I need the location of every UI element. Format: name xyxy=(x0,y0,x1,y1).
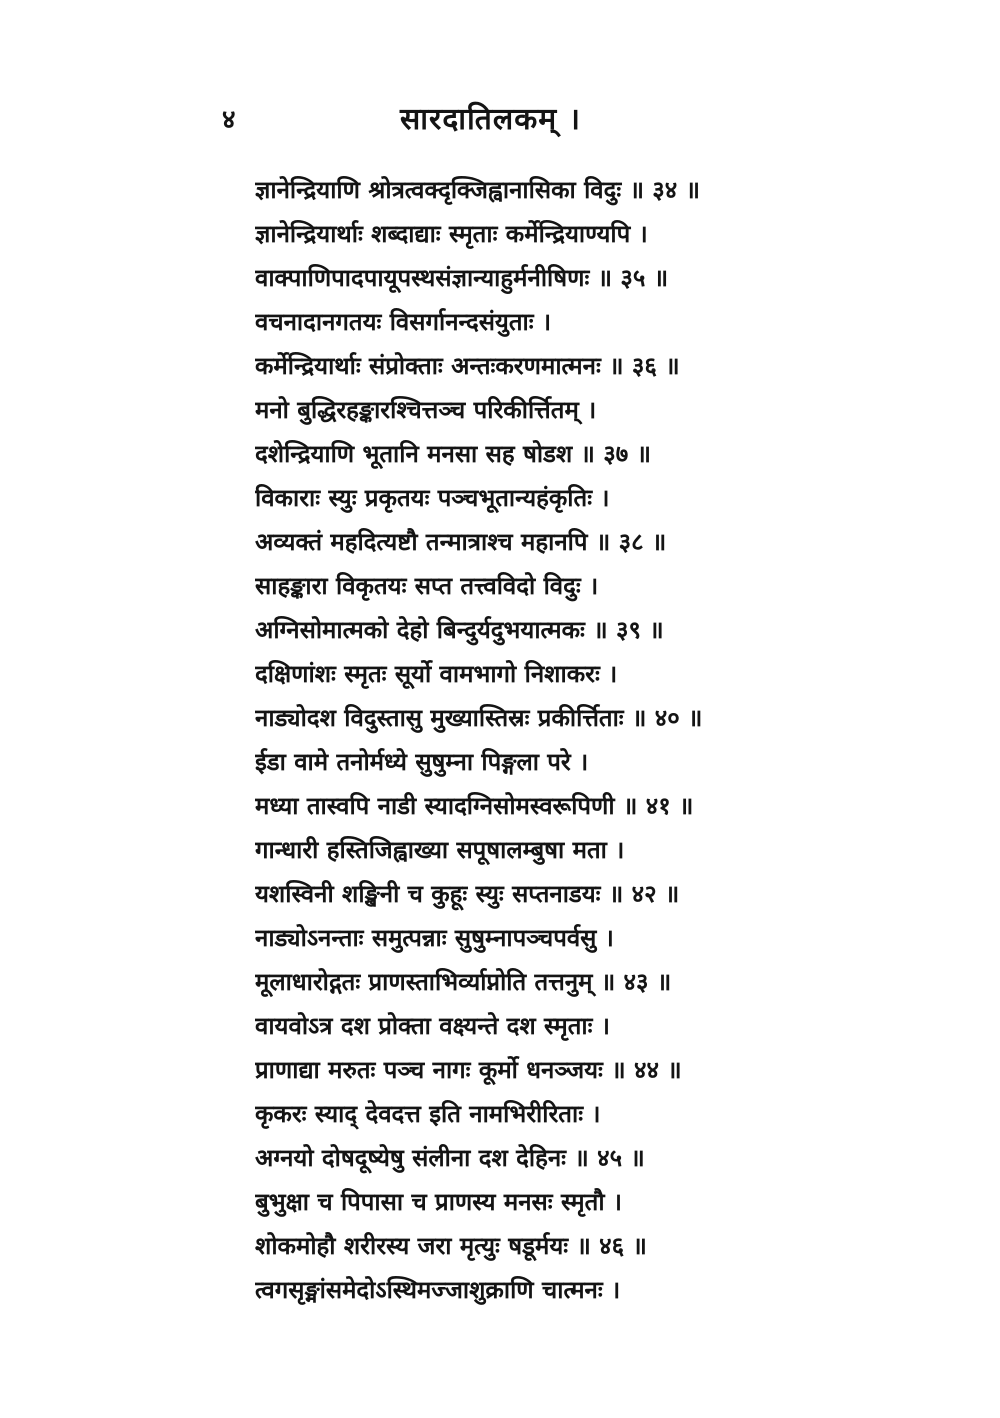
verse-line: दक्षिणांशः स्मृतः सूर्यो वामभागो निशाकरः । xyxy=(255,660,618,688)
verse-line: बुभुक्षा च पिपासा च प्राणस्य मनसः स्मृतौ । xyxy=(255,1188,623,1216)
verse-line: प्राणाद्या मरुतः पञ्च नागः कूर्मो धनञ्जयः ॥ ४४ ॥ xyxy=(255,1056,682,1084)
verse-line: ईडा वामे तनोर्मध्ये सुषुम्ना पिङ्गला परे । xyxy=(255,748,589,776)
verse-list xyxy=(255,168,975,1312)
verse-line: कृकरः स्याद् देवदत्त इति नामभिरीरिताः । xyxy=(255,1100,601,1128)
verse-line: कर्मेन्द्रियार्थाः संप्रोक्ताः अन्तःकरणमात्मनः ॥ ३६ ॥ xyxy=(255,352,680,380)
verse-line: साहङ्कारा विकृतयः सप्त तत्त्वविदो विदुः । xyxy=(255,572,599,600)
verse-line: अव्यक्तं महदित्यष्टौ तन्मात्राश्च महानपि ॥ ३८ ॥ xyxy=(255,528,667,556)
page-number: ४ xyxy=(222,105,236,135)
verse-line: वचनादानगतयः विसर्गानन्दसंयुताः । xyxy=(255,308,552,336)
verse-line: वाक्पाणिपादपायूपस्थसंज्ञान्याहुर्मनीषिणः ॥ ३५ ॥ xyxy=(255,264,669,292)
verse-line: मध्या तास्वपि नाडी स्यादग्निसोमस्वरूपिणी ॥ ४१ ॥ xyxy=(255,792,694,820)
verse-line: वायवोऽत्र दश प्रोक्ता वक्ष्यन्ते दश स्मृताः । xyxy=(255,1012,610,1040)
verse-line: नाड्योदश विदुस्तासु मुख्यास्तिस्रः प्रकीर्त्तिताः ॥ ४० ॥ xyxy=(255,704,703,732)
verse-line: यशस्विनी शङ्खिनी च कुहूः स्युः सप्तनाडयः ॥ ४२ ॥ xyxy=(255,880,680,908)
verse-line: ज्ञानेन्द्रियाणि श्रोत्रत्वक्दृक्जिह्वानासिका विदुः ॥ ३४ ॥ xyxy=(255,176,701,204)
running-title: सारदातिलकम् । xyxy=(400,102,582,137)
verse-line: गान्धारी हस्तिजिह्वाख्या सपूषालम्बुषा मता । xyxy=(255,836,625,864)
verse-line: शोकमोहौ शरीरस्य जरा मृत्युः षडूर्मयः ॥ ४६ ॥ xyxy=(255,1232,647,1260)
verse-line: दशेन्द्रियाणि भूतानि मनसा सह षोडश ॥ ३७ ॥ xyxy=(255,440,651,468)
verse-line: नाड्योऽनन्ताः समुत्पन्नाः सुषुम्नापञ्चपर्वसु । xyxy=(255,924,614,952)
verse-line: विकाराः स्युः प्रकृतयः पञ्चभूतान्यहंकृतिः । xyxy=(255,484,610,512)
verse-line: त्वगसृङ्मांसमेदोऽस्थिमज्जाशुक्राणि चात्मनः । xyxy=(255,1276,621,1304)
verse-line: ज्ञानेन्द्रियार्थाः शब्दाद्याः स्मृताः कर्मेन्द्रियाण्यपि । xyxy=(255,220,648,248)
verse-line: मूलाधारोद्गतः प्राणस्ताभिर्व्याप्नोति तत्तनुम् ॥ ४३ ॥ xyxy=(255,968,672,996)
verse-line: अग्निसोमात्मको देहो बिन्दुर्यदुभयात्मकः ॥ ३९ ॥ xyxy=(255,616,664,644)
verse-line: मनो बुद्धिरहङ्कारश्चित्तञ्च परिकीर्त्तितम् । xyxy=(255,396,597,424)
verse-line: अग्नयो दोषदूष्येषु संलीना दश देहिनः ॥ ४५ ॥ xyxy=(255,1144,645,1172)
